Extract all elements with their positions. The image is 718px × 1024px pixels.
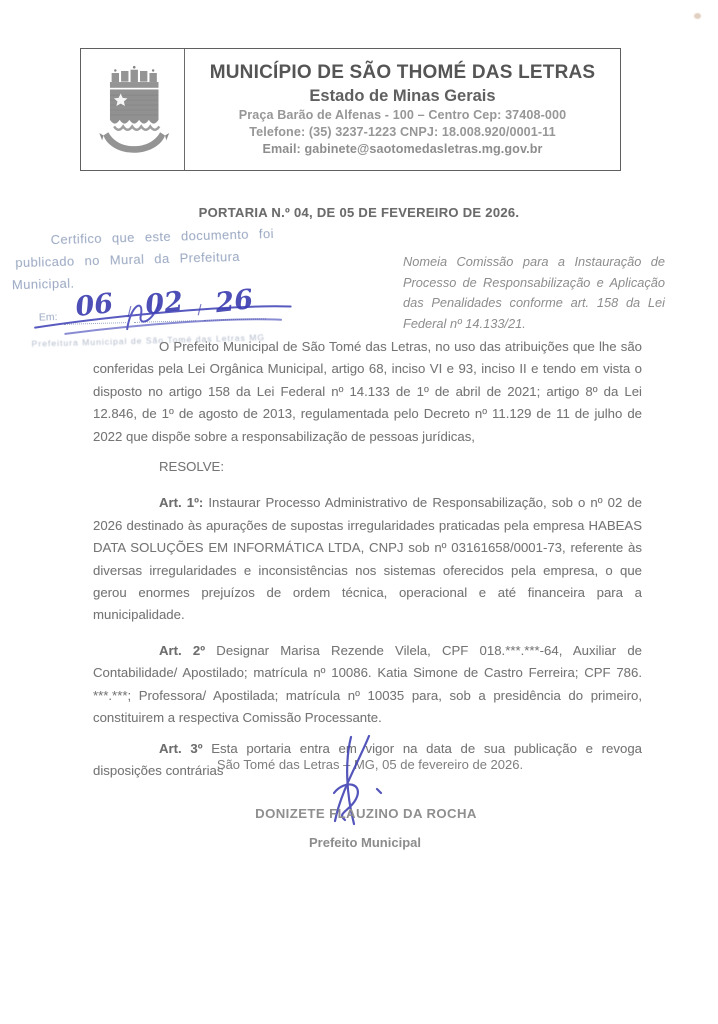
stamp-text-line: publicado no Mural da Prefeitura (15, 248, 241, 271)
scan-artifact-dot (694, 13, 701, 19)
letterhead-text (185, 49, 620, 170)
handwritten-year: 26 (213, 284, 255, 320)
stamp-footer-text: Prefeitura Municipal de São Tomé das Letras MG (31, 332, 266, 349)
publication-stamp (10, 222, 321, 350)
handwritten-month: 02 (143, 285, 185, 322)
article-1-text: Instaurar Processo Administrativo de Responsabilização, sob o nº 02 de 2026 destinado às apurações de supostas irregularidades praticadas pela empresa HABEAS DATA SOLUÇÕES EM INFORMÁTICA LTDA, CNPJ sob nº 03161658/0001-73, referente às diversas irregularidades e inconsistências nos sistemas oferecidos pela empresa, o que gerou enormes prejuízos de ordem técnica, operacional e até financeira para a municipalidade. (93, 495, 642, 623)
article-2-paragraph (93, 640, 642, 730)
stamp-text-line: Certifico que este documento foi (50, 225, 275, 248)
document-body (93, 336, 642, 782)
article-1-paragraph (93, 492, 642, 626)
document-title: PORTARIA N.º 04, DE 05 DE FEVEREIRO DE 2026. (198, 205, 520, 220)
resolve-text: RESOLVE: (159, 459, 224, 475)
date-separator: / (127, 303, 132, 322)
handwritten-day: 06 (73, 287, 115, 324)
email-line: Email: gabinete@saotomedasletras.mg.gov.br (262, 142, 543, 157)
article-2-label: Art. 2º (159, 642, 206, 658)
resolve-line (93, 456, 642, 478)
article-3-text: Esta portaria entra em vigor na data de sua publicação e revoga disposições contrárias (93, 740, 642, 778)
article-2-text: Designar Marisa Rezende Vilela, CPF 018.***.***-64, Auxiliar de Contabilidade/ Apostilado; matrícula nº 10086. Katia Simone de Castro Ferreira; CPF 786. ***.***; Professora/ Apostilada; matrícula nº 10035 para, sob a presidência do primeiro, constituirem a respectiva Comissão Processante. (93, 642, 642, 726)
place-date-line: São Tomé das Letras – MG, 05 de fevereiro de 2026. (216, 757, 524, 772)
state-name: Estado de Minas Gerais (309, 86, 496, 105)
emblem-cell (81, 49, 185, 170)
stamp-text-line: Municipal. (11, 275, 75, 293)
stamp-em-label: Em: (38, 311, 58, 324)
article-3-label: Art. 3º (159, 740, 203, 756)
phone-cnpj-line: Telefone: (35) 3237-1223 CNPJ: 18.008.920/0001-11 (249, 125, 556, 140)
signer-title: Prefeito Municipal (309, 835, 421, 850)
date-separator: / (197, 302, 202, 320)
municipality-name: MUNICÍPIO DE SÃO THOMÉ DAS LETRAS (209, 61, 596, 83)
preamble-text: O Prefeito Municipal de São Tomé das Letras, no uso das atribuições que lhe são conferidas pela Lei Orgânica Municipal, artigo 68, inciso VI e 93, inciso II e tendo em vista o disposto no artigo 158 da Lei Federal nº 14.133 de 1º de abril de 2021; artigo 8º da Lei 12.846, de 1º de agosto de 2013, regulamentada pelo Decreto nº 11.129 de 11 de julho de 2022 que dispõe sobre a responsabilização de pessoas jurídicas, (93, 339, 642, 444)
signer-name: DONIZETE FLAUZINO DA ROCHA (255, 806, 477, 821)
summary-ementa: Nomeia Comissão para a Instauração de Processo de Responsabilização e Aplicação das Penalidades conforme art. 158 da Lei Federal nº 14.133/21. (403, 254, 665, 331)
article-1-label: Art. 1º: (159, 495, 204, 511)
municipal-coat-of-arms-icon (96, 60, 170, 160)
preamble-paragraph (93, 336, 642, 448)
letterhead (80, 48, 621, 171)
address-line: Praça Barão de Alfenas - 100 – Centro Cep: 37408-000 (238, 107, 567, 122)
